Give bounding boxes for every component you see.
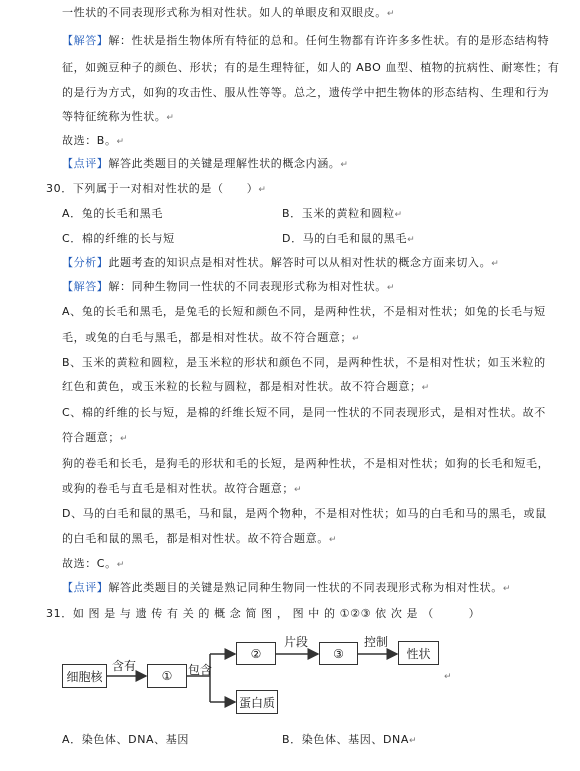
paragraph-mark: ↵	[328, 535, 337, 545]
protein-box: 蛋白质	[236, 690, 278, 714]
comment-tag: 【点评】	[62, 581, 109, 594]
paragraph-mark: ↵	[352, 334, 361, 344]
option-b: B．玉米的黄粒和圆粒↵	[282, 207, 403, 220]
text: 解答此类题目的关键是理解性状的概念内涵。	[108, 157, 341, 170]
solution-line: A、兔的长毛和黑毛，是兔毛的长短和颜色不同，是两种性状，不是相对性状；如兔的长毛与短	[62, 305, 546, 318]
solution-tag: 【解答】	[62, 34, 109, 47]
solution-line: 红色和黄色，或玉米粒的长粒与圆粒，都是相对性状。故不符合题意；↵	[62, 380, 430, 393]
option-b: B．染色体、基因、DNA↵	[282, 733, 418, 746]
comment-tag: 【点评】	[62, 157, 109, 170]
question-stem: 如 图 是 与 遗 传 有 关 的 概 念 简 图 ， 图 中 的 ①②③ 依 次 是 （ ）	[72, 607, 481, 620]
question-number: 30．	[46, 182, 73, 195]
solution-line: 狗的卷毛和长毛，是狗毛的形状和毛的长短，是两种性状，不是相对性状；如狗的长毛和短毛，	[62, 457, 550, 470]
analysis-tag: 【分析】	[62, 256, 109, 269]
paragraph-mark: ↵	[502, 584, 511, 594]
text: 此题考查的知识点是相对性状。解答时可以从相对性状的概念方面来切入。	[108, 256, 492, 269]
paragraph-mark: ↵	[408, 736, 418, 746]
contains-label: 含有	[112, 659, 137, 673]
solution-line: 或狗的卷毛与直毛是相对性状。故符合题意；↵	[62, 482, 303, 495]
text: 解：性状是指生物体所有特征的总和。任何生物都有许许多多性状。有的是形态结构特	[108, 34, 550, 47]
paragraph-mark: ↵	[407, 235, 416, 245]
text: 等特征统称为性状。	[62, 110, 167, 123]
text: 解：同种生物同一性状的不同表现形式称为相对性状。	[108, 280, 387, 293]
includes-label: 包含	[188, 663, 213, 677]
solution-line: 毛，或兔的白毛与黑毛，都是相对性状。故不符合题意；↵	[62, 331, 361, 344]
paragraph-mark: ↵	[116, 137, 125, 147]
control-label: 控制	[364, 635, 389, 649]
paragraph-mark: ↵	[386, 9, 395, 19]
paragraph-mark: ↵	[258, 185, 267, 195]
question-stem: 下列属于一对相对性状的是（ ）	[72, 182, 259, 195]
answer-line: 故选：C。↵	[62, 557, 125, 570]
option-a: A．兔的长毛和黑毛	[62, 207, 163, 220]
trait-box: 性状	[398, 641, 439, 665]
text: 征，如豌豆种子的颜色、形状；有的是生理特征，如人的 ABO 血型、植物的抗病性、耐寒性；有	[62, 61, 560, 74]
cell-nucleus-box: 细胞核	[62, 664, 107, 688]
answer: 故选：B。	[62, 134, 117, 147]
solution-line: 的白毛和鼠的黑毛，都是相对性状。故不符合题意。↵	[62, 532, 337, 545]
option-d: D．马的白毛和鼠的黑毛↵	[282, 232, 416, 245]
solution-line: D、马的白毛和鼠的黑毛，马和鼠，是两个物种，不是相对性状；如马的白毛和马的黑毛，或鼠	[62, 507, 547, 520]
question-number: 31．	[46, 607, 73, 620]
option-c: C．棉的纤维的长与短	[62, 232, 175, 245]
paragraph-mark: ↵	[444, 672, 452, 682]
option-a: A．染色体、DNA、基因	[62, 733, 189, 746]
paragraph-mark: ↵	[386, 283, 395, 293]
paragraph-mark: ↵	[491, 259, 500, 269]
solution-line: 符合题意；↵	[62, 431, 129, 444]
paragraph-mark: ↵	[340, 160, 349, 170]
text: 的是行为方式，如狗的攻击性、服从性等等。总之，遗传学中把生物体的形态结构、生理和行为	[62, 86, 550, 99]
paragraph-mark: ↵	[166, 113, 175, 123]
segment-label: 片段	[284, 635, 309, 649]
paragraph-mark: ↵	[421, 383, 430, 393]
paragraph-mark: ↵	[294, 485, 303, 495]
text: 一性状的不同表现形式称为相对性状。如人的单眼皮和双眼皮。	[62, 6, 387, 19]
node-3-box: ③	[319, 642, 358, 665]
text: 解答此类题目的关键是熟记同种生物同一性状的不同表现形式称为相对性状。	[108, 581, 503, 594]
node-1-box: ①	[147, 664, 187, 688]
paragraph-mark: ↵	[120, 434, 129, 444]
solution-tag: 【解答】	[62, 280, 109, 293]
node-2-box: ②	[236, 642, 276, 665]
solution-line: B、玉米的黄粒和圆粒，是玉米粒的形状和颜色不同，是两种性状，不是相对性状；如玉米粒的	[62, 356, 546, 369]
paragraph-mark: ↵	[394, 210, 403, 220]
solution-line: C、棉的纤维的长与短，是棉的纤维长短不同，是同一性状的不同表现形式，是相对性状。故不	[62, 406, 546, 419]
paragraph-mark: ↵	[116, 560, 125, 570]
